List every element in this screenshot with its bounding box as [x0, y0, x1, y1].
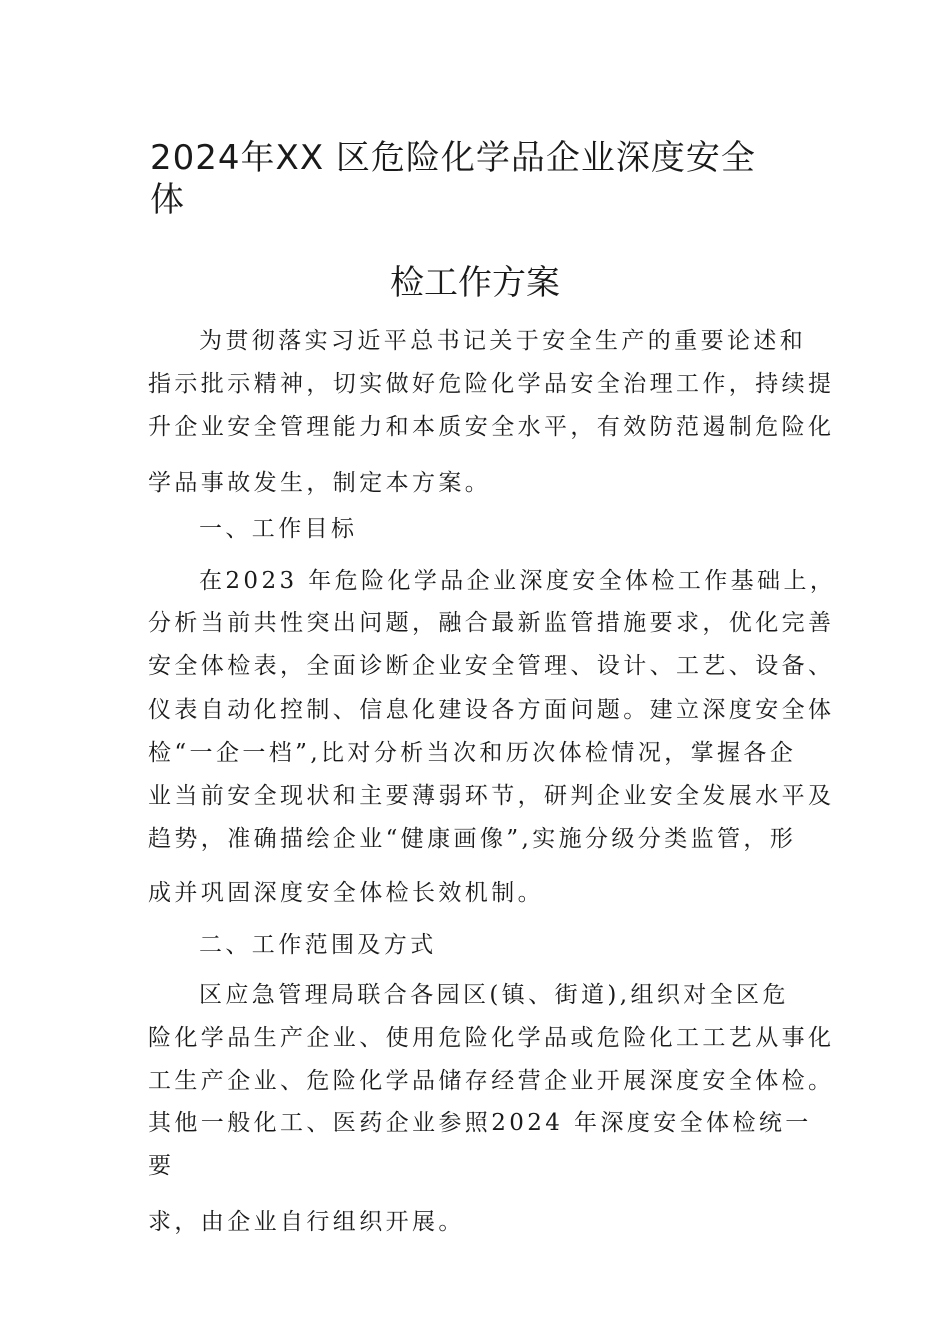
- paragraph-line: 为贯彻落实习近平总书记关于安全生产的重要论述和: [199, 328, 807, 354]
- paragraph-line: 指示批示精神，切实做好危险化学品安全治理工作，持续提: [148, 371, 835, 397]
- paragraph-line: 工生产企业、危险化学品储存经营企业开展深度安全体检。: [148, 1068, 835, 1094]
- paragraph-line: 区应急管理局联合各园区(镇、街道),组织对全区危: [199, 982, 789, 1008]
- paragraph-line: 成并巩固深度安全体检长效机制。: [148, 880, 544, 906]
- paragraph-line: 安全体检表，全面诊断企业安全管理、设计、工艺、设备、: [148, 653, 835, 679]
- paragraph-line: 险化学品生产企业、使用危险化学品或危险化工工艺从事化: [148, 1025, 835, 1051]
- paragraph-line: 要: [148, 1153, 175, 1179]
- paragraph-line: 趋势，准确描绘企业“健康画像”,实施分级分类监管，形: [148, 826, 797, 852]
- document-title-line-2: 体: [150, 180, 184, 220]
- paragraph-line: 其他一般化工、医药企业参照2024 年深度安全体检统一: [148, 1110, 812, 1136]
- paragraph-line: 业当前安全现状和主要薄弱环节，研判企业安全发展水平及: [148, 783, 835, 809]
- paragraph-line: 仪表自动化控制、信息化建设各方面问题。建立深度安全体: [148, 697, 835, 723]
- paragraph-line: 升企业安全管理能力和本质安全水平，有效防范遏制危险化: [148, 414, 835, 440]
- section-heading-2: 二、工作范围及方式: [199, 932, 437, 958]
- section-heading-1: 一、工作目标: [199, 516, 358, 542]
- document-title-line-3: 检工作方案: [390, 263, 560, 303]
- paragraph-line: 检“一企一档”,比对分析当次和历次体检情况，掌握各企: [148, 740, 797, 766]
- paragraph-line: 学品事故发生，制定本方案。: [148, 470, 492, 496]
- document-title-line-1: 2024年XX 区危险化学品企业深度安全: [150, 138, 756, 178]
- paragraph-line: 求，由企业自行组织开展。: [148, 1209, 465, 1235]
- paragraph-line: 在2023 年危险化学品企业深度安全体检工作基础上，: [199, 568, 837, 594]
- paragraph-line: 分析当前共性突出问题，融合最新监管措施要求，优化完善: [148, 610, 835, 636]
